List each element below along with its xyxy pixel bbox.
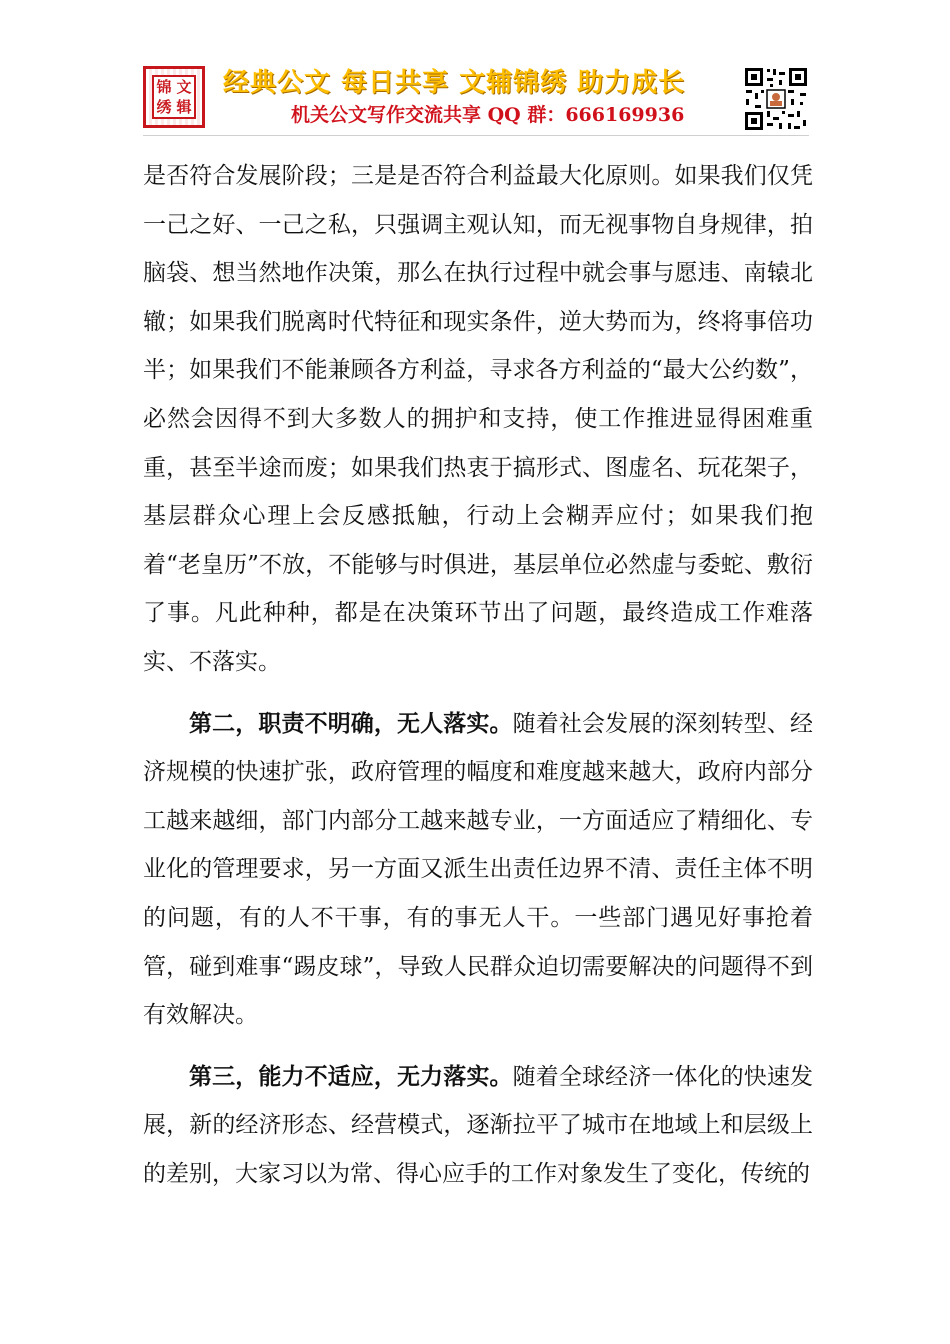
qr-code-icon <box>743 66 809 132</box>
seal-logo <box>143 66 205 128</box>
header-divider <box>143 135 809 136</box>
document-body <box>143 152 813 1198</box>
seal-char: 文 <box>176 78 192 96</box>
page-header <box>143 62 809 134</box>
seal-char: 锦 <box>156 78 172 96</box>
paragraph-continuation: 是否符合发展阶段；三是是否符合利益最大化原则。如果我们仅凭一己之好、一己之私，只强调主观认知，而无视事物自身规律，拍脑袋、想当然地作决策，那么在执行过程中就会事与愿违、南辕北辙；如果我们脱离时代特征和现实条件，逆大势而为，终将事倍功半；如果我们不能兼顾各方利益，寻求各方利益的“最大公约数”，必然会因得不到大多数人的拥护和支持，使工作推进显得困难重重，甚至半途而废；如果我们热衷于搞形式、图虚名、玩花架子，基层群众心理上会反感抵触，行动上会糊弄应付；如果我们抱着“老皇历”不放，不能够与时俱进，基层单位必然虚与委蛇、敷衍了事。凡此种种，都是在决策环节出了问题，最终造成工作难落实、不落实。 <box>143 163 813 675</box>
section-3-heading: 第三，能力不适应，无力落实。 <box>189 1062 513 1090</box>
seal-char: 绣 <box>156 98 172 116</box>
section-2-heading: 第二，职责不明确，无人落实。 <box>189 709 513 737</box>
header-slogan: 经典公文 每日共享 文辅锦绣 助力成长 <box>223 68 686 98</box>
section-2-text: 随着社会发展的深刻转型、经济规模的快速扩张，政府管理的幅度和难度越来越大，政府内部分工越来越细，部门内部分工越来越专业，一方面适应了精细化、专业化的管理要求，另一方面又派生出责任边界不清、责任主体不明的问题，有的人不干事，有的事无人干。一些部门遇见好事抢着管，碰到难事“踢皮球”，导致人民群众迫切需要解决的问题得不到有效解决。 <box>143 710 814 1029</box>
seal-char: 辑 <box>176 98 192 116</box>
seal-inner <box>152 75 196 119</box>
paragraph-section-3 <box>143 1053 813 1199</box>
section-3-text: 随着全球经济一体化的快速发展，新的经济形态、经营模式，逐渐拉平了城市在地域上和层级上的差别，大家习以为常、得心应手的工作对象发生了变化，传统的 <box>143 1063 814 1187</box>
paragraph-section-2 <box>143 700 813 1040</box>
qq-group-line: 机关公文写作交流共享 QQ 群：666169936 <box>291 104 685 126</box>
